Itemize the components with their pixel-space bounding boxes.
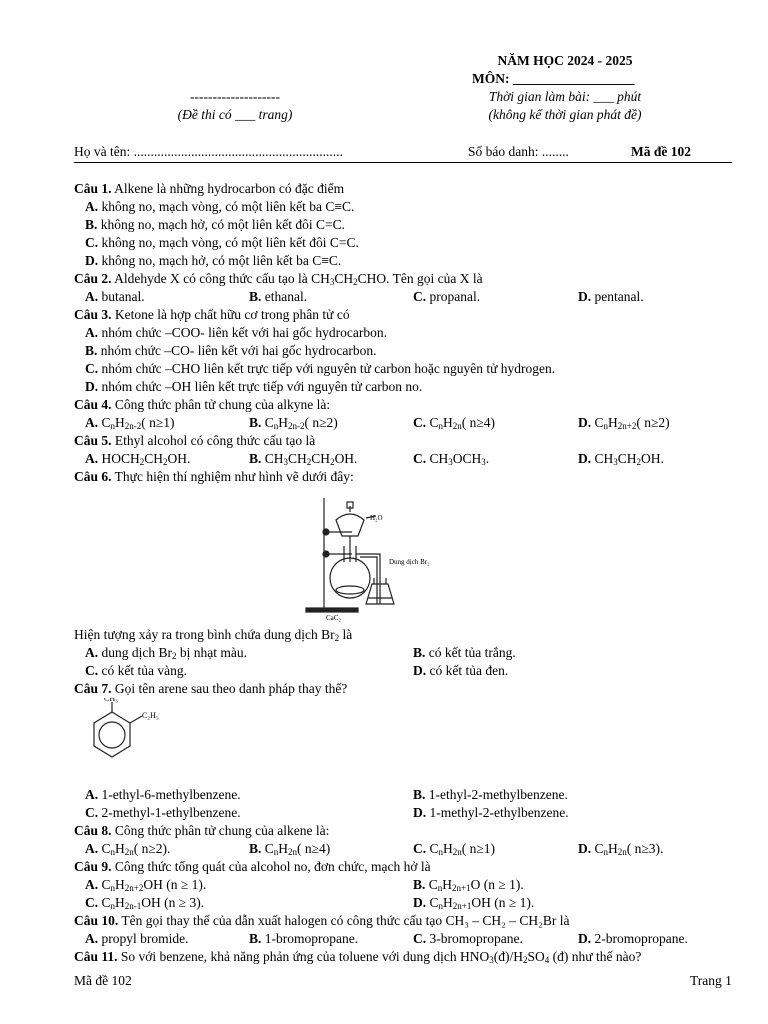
br2-label: Dung dịch Br₂ [389,558,430,566]
q6-option-d: D. có kết tủa đen. [413,663,509,678]
q7-option-d: D. 1-methyl-2-ethylbenzene. [413,805,569,820]
q8-options [74,840,734,858]
q6-phenomenon: Hiện tượng xảy ra trong bình chứa dung dịch $Br_2$ là [74,627,353,643]
q9-option-d: D. $C_nH_{2n+1}OH$ (n ≥ 1). [413,895,535,911]
question-2: Câu 2. Aldehyde X có công thức cấu tạo là $CH_3CH_2CHO$. Tên gọi của X là [74,271,483,287]
question-3: Câu 3. Ketone là hợp chất hữu cơ trong phân tử có [74,307,350,322]
question-11: Câu 11. So với benzene, khả năng phản ứng của toluene với dung dịch $HNO_3(đ)/H_2SO_4$ (đ) như thế nào? [74,949,642,965]
apparatus-diagram [74,486,734,626]
cac2-label: CaC₂ [326,614,341,622]
pages-note: (Đề thi có ___ trang) [177,107,293,122]
q3-option-a: A. nhóm chức –COO- liên kết với hai gốc hydrocarbon. [85,325,388,340]
q2-options [74,288,734,306]
ch3-label: CH₃ [104,698,118,703]
q9-option-b: B. $C_nH_{2n+1}O$ (n ≥ 1). [413,877,524,893]
q6-option-c: C. có kết tủa vàng. [85,663,187,678]
q6-option-a: A. dung dịch $Br_2$ bị nhạt màu. [85,645,247,661]
q8-option-b: B. $C_nH_{2n}$( n≥4) [249,841,331,857]
dash-line: -------------------- [190,89,280,104]
question-4: Câu 4. Công thức phân tử chung của alkyne là: [74,397,331,412]
footer-page-number: Trang 1 [690,973,732,988]
q9-options-cd [74,894,734,912]
c2h5-label: C₂H₅ [142,711,159,720]
q4-option-a: A. $C_nH_{2n-2}$( n≥1) [85,415,175,431]
q10-option-a: A. propyl bromide. [85,931,189,946]
experiment-figure [74,486,734,626]
q10-option-c: C. 3-bromopropane. [413,931,523,946]
q7-option-a: A. 1-ethyl-6-methylbenzene. [85,787,241,802]
water-label: H₂O [370,514,383,522]
q1-option-b: B. không no, mạch hở, có một liên kết đôi C=C. [85,217,345,232]
q5-option-b: B. $CH_3CH_2CH_2OH$. [249,451,358,467]
q4-option-c: C. $C_nH_{2n}$( n≥4) [413,415,496,431]
question-9: Câu 9. Công thức tổng quát của alcohol no, đơn chức, mạch hở là [74,859,431,874]
q7-options-cd [74,804,734,822]
q2-option-a: A. butanal. [85,289,145,304]
student-id-field: Số báo danh: ........ [468,144,569,159]
q8-option-d: D. $C_nH_{2n}$( n≥3). [578,841,664,857]
q10-option-b: B. 1-bromopropane. [249,931,359,946]
q5-option-c: C. $CH_3OCH_3$. [413,451,490,467]
q3-option-c: C. nhóm chức –CHO liên kết trực tiếp với nguyên tử carbon hoặc nguyên tử hydrogen. [85,361,556,376]
arene-structure [74,698,734,786]
q3-option-d: D. nhóm chức –OH liên kết trực tiếp với nguyên tử carbon no. [85,379,423,394]
questions [74,180,734,966]
q7-option-b: B. 1-ethyl-2-methylbenzene. [413,787,568,802]
q9-options-ab [74,876,734,894]
school-year: NĂM HỌC 2024 - 2025 [497,53,633,68]
student-name-field: Họ và tên: .............................................................. [74,144,343,159]
exam-code: Mã đề 102 [631,144,691,159]
q8-option-a: A. $C_nH_{2n}$( n≥2). [85,841,171,857]
q2-option-c: C. propanal. [413,289,481,304]
q4-options [74,414,734,432]
time-exclusion-note: (không kể thời gian phát đề) [488,107,642,122]
question-5: Câu 5. Ethyl alcohol có công thức cấu tạo là [74,433,316,448]
question-6: Câu 6. Thực hiện thí nghiệm như hình vẽ dưới đây: [74,469,354,484]
q6-options-cd [74,662,734,680]
q9-option-c: C. $C_nH_{2n-1}OH$ (n ≥ 3). [85,895,205,911]
header-left [150,88,320,124]
q5-options [74,450,734,468]
student-info-row [74,142,732,163]
q1-option-c: C. không no, mạch vòng, có một liên kết đôi C=C. [85,235,359,250]
q7-options-ab [74,786,734,804]
footer-exam-code: Mã đề 102 [74,973,132,988]
q8-option-c: C. $C_nH_{2n}$( n≥1) [413,841,496,857]
q10-options [74,930,734,948]
q7-option-c: C. 2-methyl-1-ethylbenzene. [85,805,241,820]
question-8: Câu 8. Công thức phân tử chung của alkene là: [74,823,330,838]
question-7: Câu 7. Gọi tên arene sau theo danh pháp thay thế? [74,681,348,696]
q4-option-b: B. $C_nH_{2n-2}$( n≥2) [249,415,338,431]
benzene-ring-diagram [74,698,734,786]
q2-option-b: B. ethanal. [249,289,308,304]
subject-line: MÔN: __________________ [472,71,635,86]
q1-option-a: A. không no, mạch vòng, có một liên kết ba C≡C. [85,199,355,214]
header-right [470,52,660,124]
q1-option-d: D. không no, mạch hở, có một liên kết ba C≡C. [85,253,342,268]
time-note: Thời gian làm bài: ___ phút [488,89,642,104]
q6-option-b: B. có kết tủa trắng. [413,645,516,660]
q3-option-b: B. nhóm chức –CO- liên kết với hai gốc hydrocarbon. [85,343,377,358]
q9-option-a: A. $C_nH_{2n+2}OH$ (n ≥ 1). [85,877,207,893]
q2-option-d: D. pentanal. [578,289,644,304]
q6-options-ab [74,644,734,662]
q5-option-a: A. $HOCH_2CH_2OH$. [85,451,191,467]
q4-option-d: D. $C_nH_{2n+2}$( n≥2) [578,415,670,431]
question-1: Câu 1. Alkene là những hydrocarbon có đặc điểm [74,181,345,196]
question-10: Câu 10. Tên gọi thay thế của dẫn xuất halogen có công thức cấu tạo CH₃ – CH₂ – CH₂Br là [74,913,570,928]
q10-option-d: D. 2-bromopropane. [578,931,688,946]
q5-option-d: D. $CH_3CH_2OH$. [578,451,664,467]
